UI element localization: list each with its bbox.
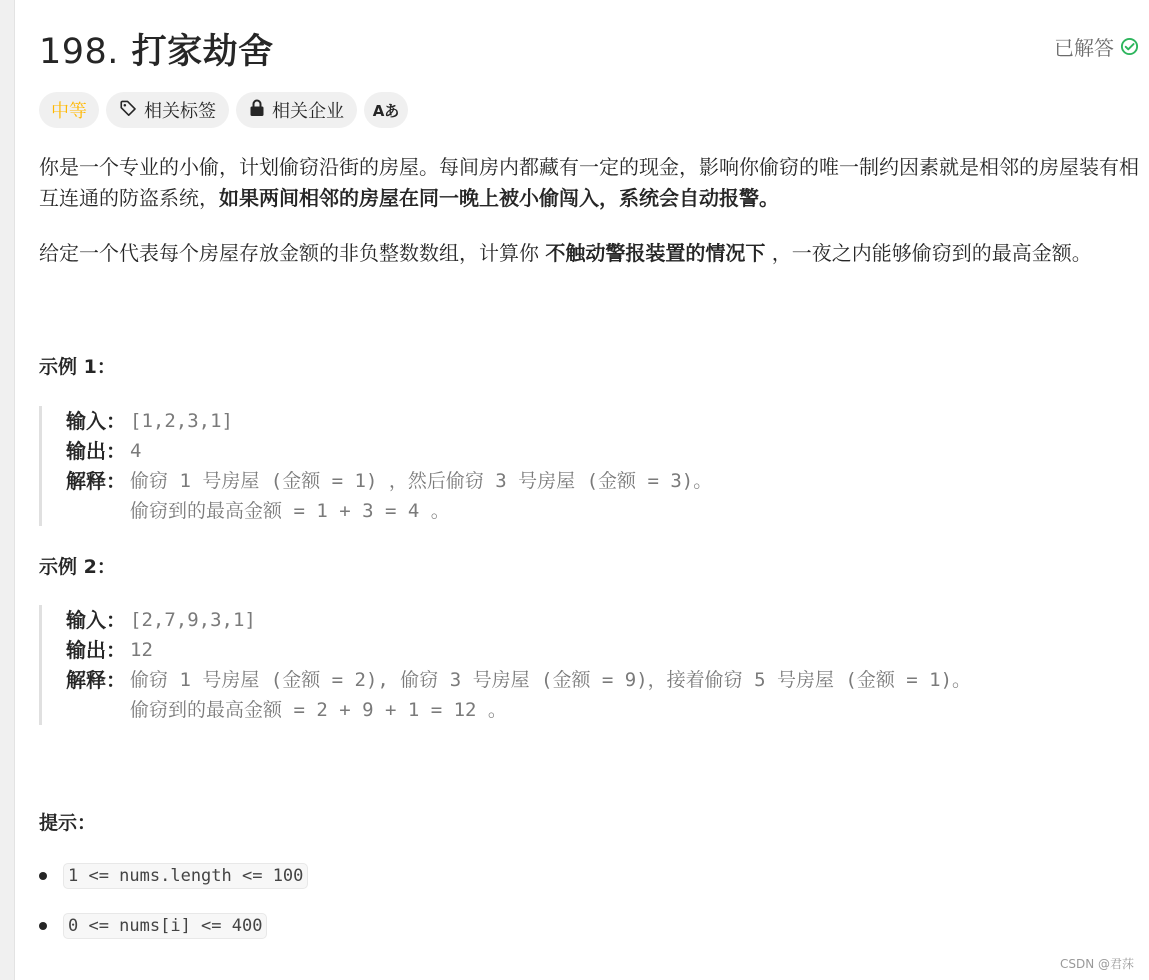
translate-icon: Aあ	[372, 101, 400, 120]
description-paragraph-1	[39, 152, 1139, 214]
difficulty-badge	[39, 92, 99, 128]
hint-item	[39, 913, 267, 939]
tag-bar	[39, 92, 408, 128]
hints-heading: 提示：	[39, 812, 97, 834]
input-value: [1,2,3,1]	[130, 410, 233, 432]
example-1-block	[39, 406, 1139, 526]
problem-title	[39, 24, 1139, 74]
desc-text: 给定一个代表每个房屋存放金额的非负整数数组，计算你	[39, 241, 546, 265]
hint-code: 0 <= nums[i] <= 400	[63, 913, 267, 939]
desc-end: 。	[759, 186, 779, 210]
tag-icon	[119, 99, 137, 122]
example-1-heading: 示例 1：	[39, 356, 116, 378]
related-companies-label: 相关企业	[272, 101, 344, 122]
bullet-icon	[39, 922, 47, 930]
hint-code: 1 <= nums.length <= 100	[63, 863, 308, 889]
explain-line: 偷窃 1 号房屋 (金额 = 2), 偷窃 3 号房屋 (金额 = 9)，接着偷窃 5 号房屋 (金额 = 1)。	[130, 669, 972, 691]
related-companies-button[interactable]	[236, 92, 357, 128]
problem-number: 198.	[39, 32, 119, 72]
left-panel-edge	[0, 0, 15, 980]
desc-bold: 如果两间相邻的房屋在同一晚上被小偷闯入，系统会自动报警	[219, 186, 759, 210]
input-label: 输入：	[66, 608, 126, 632]
desc-bold: 不触动警报装置的情况下	[545, 241, 766, 265]
input-value: [2,7,9,3,1]	[130, 609, 256, 631]
check-circle-icon	[1120, 37, 1139, 56]
example-2-block	[39, 605, 1139, 725]
related-tags-label: 相关标签	[144, 101, 216, 122]
output-label: 输出：	[66, 439, 126, 463]
explain-line: 偷窃到的最高金额 = 2 + 9 + 1 = 12 。	[130, 699, 507, 721]
output-label: 输出：	[66, 638, 126, 662]
hint-item	[39, 863, 308, 889]
translate-button[interactable]	[364, 92, 408, 128]
input-label: 输入：	[66, 409, 126, 433]
explain-line: 偷窃到的最高金额 = 1 + 3 = 4 。	[130, 500, 450, 522]
explain-label: 解释：	[66, 668, 126, 692]
solved-label: 已解答	[1054, 36, 1114, 60]
watermark: CSDN @君莯	[1059, 957, 1134, 971]
difficulty-label: 中等	[51, 101, 87, 122]
problem-name: 打家劫舍	[131, 32, 274, 72]
example-2-heading: 示例 2：	[39, 556, 116, 578]
desc-text: 你是一个专业的小偷，计划偷窃沿街的房屋。每间房内都藏有一定的现金，影响你偷窃的唯一制约因素就是相邻的房屋装有相互连通的防盗系统，	[39, 155, 1139, 210]
solved-status	[1054, 32, 1139, 61]
title-row	[39, 24, 1139, 72]
bullet-icon	[39, 872, 47, 880]
output-value: 4	[130, 440, 142, 462]
explain-line: 偷窃 1 号房屋 (金额 = 1) ，然后偷窃 3 号房屋 (金额 = 3)。	[130, 470, 713, 492]
output-value: 12	[130, 639, 153, 661]
desc-end: ，一夜之内能够偷窃到的最高金额。	[765, 241, 1092, 265]
description-paragraph-2	[39, 238, 1139, 269]
lock-icon	[249, 99, 265, 122]
explain-label: 解释：	[66, 469, 126, 493]
related-tags-button[interactable]	[106, 92, 229, 128]
problem-description	[39, 152, 1139, 293]
